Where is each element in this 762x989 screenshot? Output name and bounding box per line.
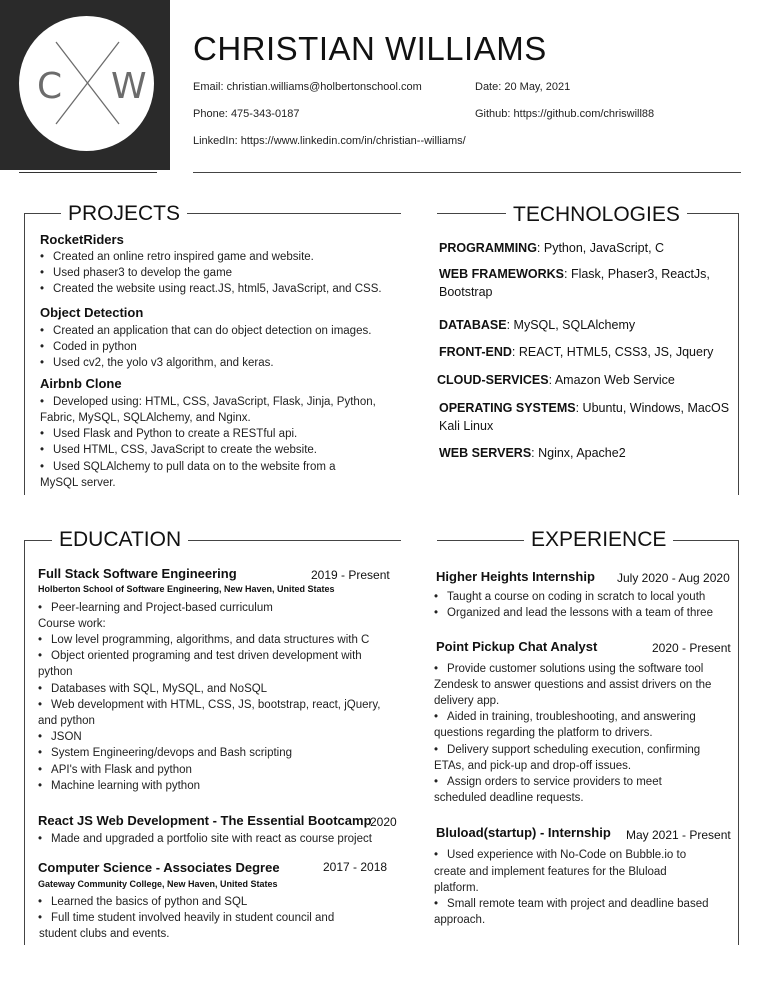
linkedin-label: LinkedIn: <box>193 135 238 147</box>
education-text: Course work: <box>38 618 106 630</box>
tech-value: : REACT, HTML5, CSS3, JS, Jquery <box>511 345 714 359</box>
experience-date: 2020 - Present <box>652 641 731 655</box>
education-date: 2020 <box>370 815 397 829</box>
project-title-rocketriders: RocketRiders <box>40 232 124 247</box>
date-line <box>475 81 570 93</box>
tech-database <box>439 316 635 334</box>
tech-label: OPERATING SYSTEMS <box>439 401 576 415</box>
experience-date: July 2020 - Aug 2020 <box>617 571 730 585</box>
experience-text: ETAs, and pick-up and drop-off issues. <box>434 760 632 772</box>
project-bullet: • Used Flask and Python to create a RESTful api. <box>38 426 297 442</box>
experience-bullet: • Delivery support scheduling execution, confirming <box>432 742 700 758</box>
experience-title: Bluload(startup) - Internship <box>436 825 611 840</box>
experience-title: Point Pickup Chat Analyst <box>436 639 598 654</box>
experience-bullet: • Provide customer solutions using the software tool <box>432 661 703 677</box>
project-bullet: • Created the website using react.JS, html5, JavaScript, and CSS. <box>38 281 382 297</box>
project-bullet-continuation: Fabric, MySQL, SQLAlchemy, and Nginx. <box>40 412 251 424</box>
experience-bullet: • Aided in training, troubleshooting, and answering <box>432 709 696 725</box>
education-date: 2017 - 2018 <box>323 860 388 874</box>
tech-value: : Nginx, Apache2 <box>531 446 626 460</box>
tech-value: : Flask, Phaser3, ReactJs, <box>564 267 710 281</box>
experience-frame-right <box>738 540 739 945</box>
education-bullet: • Low level programming, algorithms, and data structures with C <box>36 632 369 648</box>
education-frame-left <box>24 540 25 945</box>
experience-text: approach. <box>434 914 486 926</box>
education-bullet: • Made and upgraded a portfolio site with react as course project <box>36 831 372 847</box>
experience-bullet: • Small remote team with project and deadline based <box>432 896 708 912</box>
tech-value: : Python, JavaScript, C <box>536 241 665 255</box>
education-heading: EDUCATION <box>52 528 188 552</box>
education-title: Full Stack Software Engineering <box>38 566 237 581</box>
technologies-frame-right <box>738 213 739 495</box>
experience-title: Higher Heights Internship <box>436 569 595 584</box>
tech-label: FRONT-END <box>439 345 512 359</box>
education-bullet: • API's with Flask and python <box>36 762 192 778</box>
date-value: 20 May, 2021 <box>504 81 571 93</box>
logo-divider <box>19 172 157 173</box>
tech-web-frameworks-continuation: Bootstrap <box>439 285 493 299</box>
tech-value: : Amazon Web Service <box>548 373 675 387</box>
education-title: Computer Science - Associates Degree <box>38 860 280 875</box>
project-bullet: • Created an application that can do object detection on images. <box>38 323 371 339</box>
experience-text: questions regarding the platform to drivers. <box>434 727 653 739</box>
projects-frame-left <box>24 213 25 495</box>
project-title-object-detection: Object Detection <box>40 305 144 320</box>
tech-label: DATABASE <box>439 318 507 332</box>
education-text: and python <box>38 715 95 727</box>
tech-programming <box>439 239 664 257</box>
candidate-name: CHRISTIAN WILLIAMS <box>193 30 547 67</box>
experience-bullet: • Assign orders to service providers to meet <box>432 774 662 790</box>
education-bullet: • Databases with SQL, MySQL, and NoSQL <box>36 681 267 697</box>
tech-cloud-services <box>437 371 675 389</box>
tech-web-servers <box>439 444 626 462</box>
tech-front-end <box>439 343 713 361</box>
experience-date: May 2021 - Present <box>626 828 731 842</box>
email-line <box>193 81 422 93</box>
education-bullet: • Peer-learning and Project-based curriculum <box>36 600 273 616</box>
experience-text: Zendesk to answer questions and assist drivers on the <box>434 679 712 691</box>
projects-heading: PROJECTS <box>61 202 187 226</box>
tech-label: WEB FRAMEWORKS <box>439 267 564 281</box>
phone-label: Phone: <box>193 108 228 120</box>
github-link[interactable]: https://github.com/chriswill88 <box>513 108 655 120</box>
experience-text: delivery app. <box>434 695 500 707</box>
experience-bullet: • Taught a course on coding in scratch to local youth <box>432 589 705 605</box>
github-line <box>475 108 654 120</box>
tech-label: PROGRAMMING <box>439 241 537 255</box>
project-bullet: • Developed using: HTML, CSS, JavaScript, Flask, Jinja, Python, <box>38 394 376 410</box>
email-label: Email: <box>193 81 224 93</box>
technologies-heading: TECHNOLOGIES <box>506 203 687 227</box>
tech-web-frameworks <box>439 265 710 283</box>
github-label: Github: <box>475 108 511 120</box>
phone-value[interactable]: 475-343-0187 <box>230 108 300 120</box>
tech-operating-systems-continuation: Kali Linux <box>439 419 494 433</box>
tech-label: CLOUD-SERVICES <box>437 373 549 387</box>
education-bullet: • Web development with HTML, CSS, JS, bootstrap, react, jQuery, <box>36 697 380 713</box>
project-bullet: • Used phaser3 to develop the game <box>38 265 232 281</box>
education-bullet: • JSON <box>36 729 82 745</box>
education-text: student clubs and events. <box>39 928 170 940</box>
tech-value: : Ubuntu, Windows, MacOS <box>575 401 730 415</box>
experience-text: scheduled deadline requests. <box>434 792 584 804</box>
project-title-airbnb-clone: Airbnb Clone <box>40 376 122 391</box>
education-text: python <box>38 666 73 678</box>
logo-letter-w: W <box>111 66 147 107</box>
monogram-logo <box>19 16 154 151</box>
project-bullet: • Coded in python <box>38 339 137 355</box>
project-bullet: • Created an online retro inspired game and website. <box>38 249 314 265</box>
education-date: 2019 - Present <box>311 568 390 582</box>
tech-value: : MySQL, SQLAlchemy <box>506 318 636 332</box>
project-bullet: • Used HTML, CSS, JavaScript to create the website. <box>38 442 317 458</box>
education-school: Gateway Community College, New Haven, United States <box>38 879 278 889</box>
tech-operating-systems <box>439 399 729 417</box>
education-bullet: • System Engineering/devops and Bash scripting <box>36 745 292 761</box>
phone-line <box>193 108 299 120</box>
education-bullet: • Machine learning with python <box>36 778 200 794</box>
experience-text: create and implement features for the Bluload <box>434 866 667 878</box>
education-school: Holberton School of Software Engineering, New Haven, United States <box>38 584 335 594</box>
experience-bullet: • Organized and lead the lessons with a team of three <box>432 605 713 621</box>
date-label: Date: <box>475 81 502 93</box>
project-bullet-continuation: MySQL server. <box>40 477 116 489</box>
tech-label: WEB SERVERS <box>439 446 532 460</box>
linkedin-link[interactable]: https://www.linkedin.com/in/christian--williams/ <box>240 135 466 147</box>
education-bullet: • Learned the basics of python and SQL <box>36 894 247 910</box>
project-bullet: • Used cv2, the yolo v3 algorithm, and keras. <box>38 355 274 371</box>
experience-heading: EXPERIENCE <box>524 528 673 552</box>
project-bullet: • Used SQLAlchemy to pull data on to the website from a <box>38 459 336 475</box>
education-bullet: • Full time student involved heavily in student council and <box>36 910 334 926</box>
header-divider <box>193 172 741 173</box>
logo-letter-c: C <box>37 66 63 107</box>
experience-bullet: • Used experience with No-Code on Bubble.io to <box>432 847 686 863</box>
experience-text: platform. <box>434 882 479 894</box>
linkedin-line <box>193 135 466 147</box>
email-value[interactable]: christian.williams@holbertonschool.com <box>226 81 422 93</box>
education-title: React JS Web Development - The Essential Bootcamp <box>38 813 372 828</box>
education-bullet: • Object oriented programing and test driven development with <box>36 648 362 664</box>
logo-block <box>0 0 170 170</box>
